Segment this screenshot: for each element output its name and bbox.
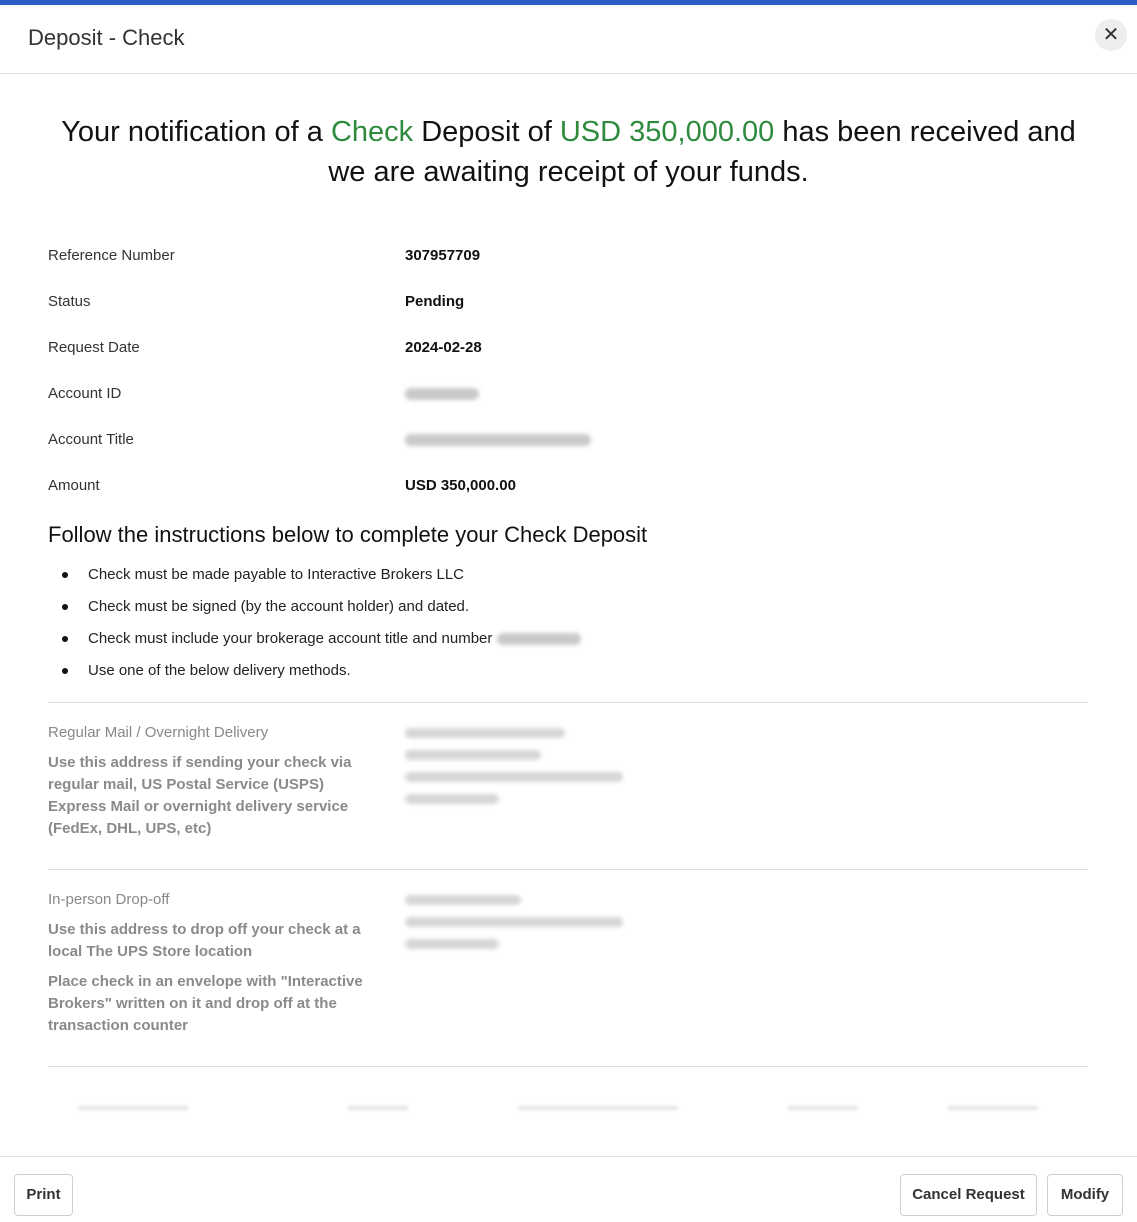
amount-value: USD 350,000.00 <box>405 477 516 494</box>
instruction-text: Check must include your brokerage account title and number <box>88 630 493 647</box>
dropoff-method-description: Use this address to drop off your check at a local The UPS Store location <box>48 921 361 960</box>
dialog-title: Deposit - Check <box>28 25 185 50</box>
instruction-text: Use one of the below delivery methods. <box>88 662 351 679</box>
instruction-text: Check must be made payable to Interactive Brokers LLC <box>88 566 465 583</box>
detail-label: Status <box>48 293 91 310</box>
instruction-item <box>48 656 1088 688</box>
print-button[interactable]: Print <box>14 1174 73 1216</box>
cancel-request-button[interactable]: Cancel Request <box>900 1174 1037 1216</box>
modify-button[interactable]: Modify <box>1047 1174 1123 1216</box>
detail-row-amount <box>48 463 1088 509</box>
instruction-text: Check must be signed (by the account holder) and dated. <box>88 598 470 615</box>
account-id-redacted <box>405 385 479 402</box>
faded-content-row <box>48 1102 1088 1112</box>
section-divider <box>48 1066 1088 1067</box>
section-divider <box>48 869 1088 870</box>
request-date-value: 2024-02-28 <box>405 339 482 356</box>
instruction-item <box>48 560 1088 592</box>
detail-label: Account Title <box>48 431 134 448</box>
detail-label: Account ID <box>48 385 122 402</box>
detail-row-status <box>48 279 1088 325</box>
dialog-footer <box>0 1156 1137 1222</box>
close-button[interactable] <box>1095 19 1127 51</box>
instructions-title: Follow the instructions below to complete your Check Deposit <box>48 522 648 547</box>
detail-row-request-date <box>48 325 1088 371</box>
mail-method-description: Use this address if sending your check via regular mail, US Postal Service (USPS) Express Mail or overnight delivery service (FedEx, DHL, UPS, etc) <box>48 754 352 837</box>
reference-number-value: 307957709 <box>405 247 481 264</box>
headline-text-1: Your notification of a <box>61 116 331 148</box>
instructions-list <box>48 560 1088 688</box>
detail-label: Request Date <box>48 339 140 356</box>
account-title-redacted <box>405 431 591 448</box>
instruction-item <box>48 592 1088 624</box>
headline-amount: USD 350,000.00 <box>559 116 775 148</box>
detail-label: Reference Number <box>48 247 175 264</box>
confirmation-headline <box>60 112 1077 192</box>
section-divider <box>48 702 1088 703</box>
detail-row-account-id <box>48 371 1088 417</box>
headline-text-2: Deposit of <box>413 116 560 148</box>
account-number-redacted <box>497 633 581 645</box>
close-icon: ✕ <box>1102 24 1120 46</box>
headline-text-3: has been received and we are awaiting receipt of your funds. <box>328 116 1076 188</box>
status-value: Pending <box>405 293 465 310</box>
detail-row-account-title <box>48 417 1088 463</box>
detail-label: Amount <box>48 477 100 494</box>
dialog-header <box>0 5 1137 74</box>
mail-method-title: Regular Mail / Overnight Delivery <box>48 724 269 741</box>
instruction-item <box>48 624 1088 656</box>
detail-row-reference <box>48 233 1088 279</box>
headline-method: Check <box>330 116 414 148</box>
deposit-details <box>48 233 1088 509</box>
dropoff-method-title: In-person Drop-off <box>48 891 170 908</box>
dropoff-method-note: Place check in an envelope with "Interactive Brokers" written on it and drop off at the transaction counter <box>48 973 363 1034</box>
